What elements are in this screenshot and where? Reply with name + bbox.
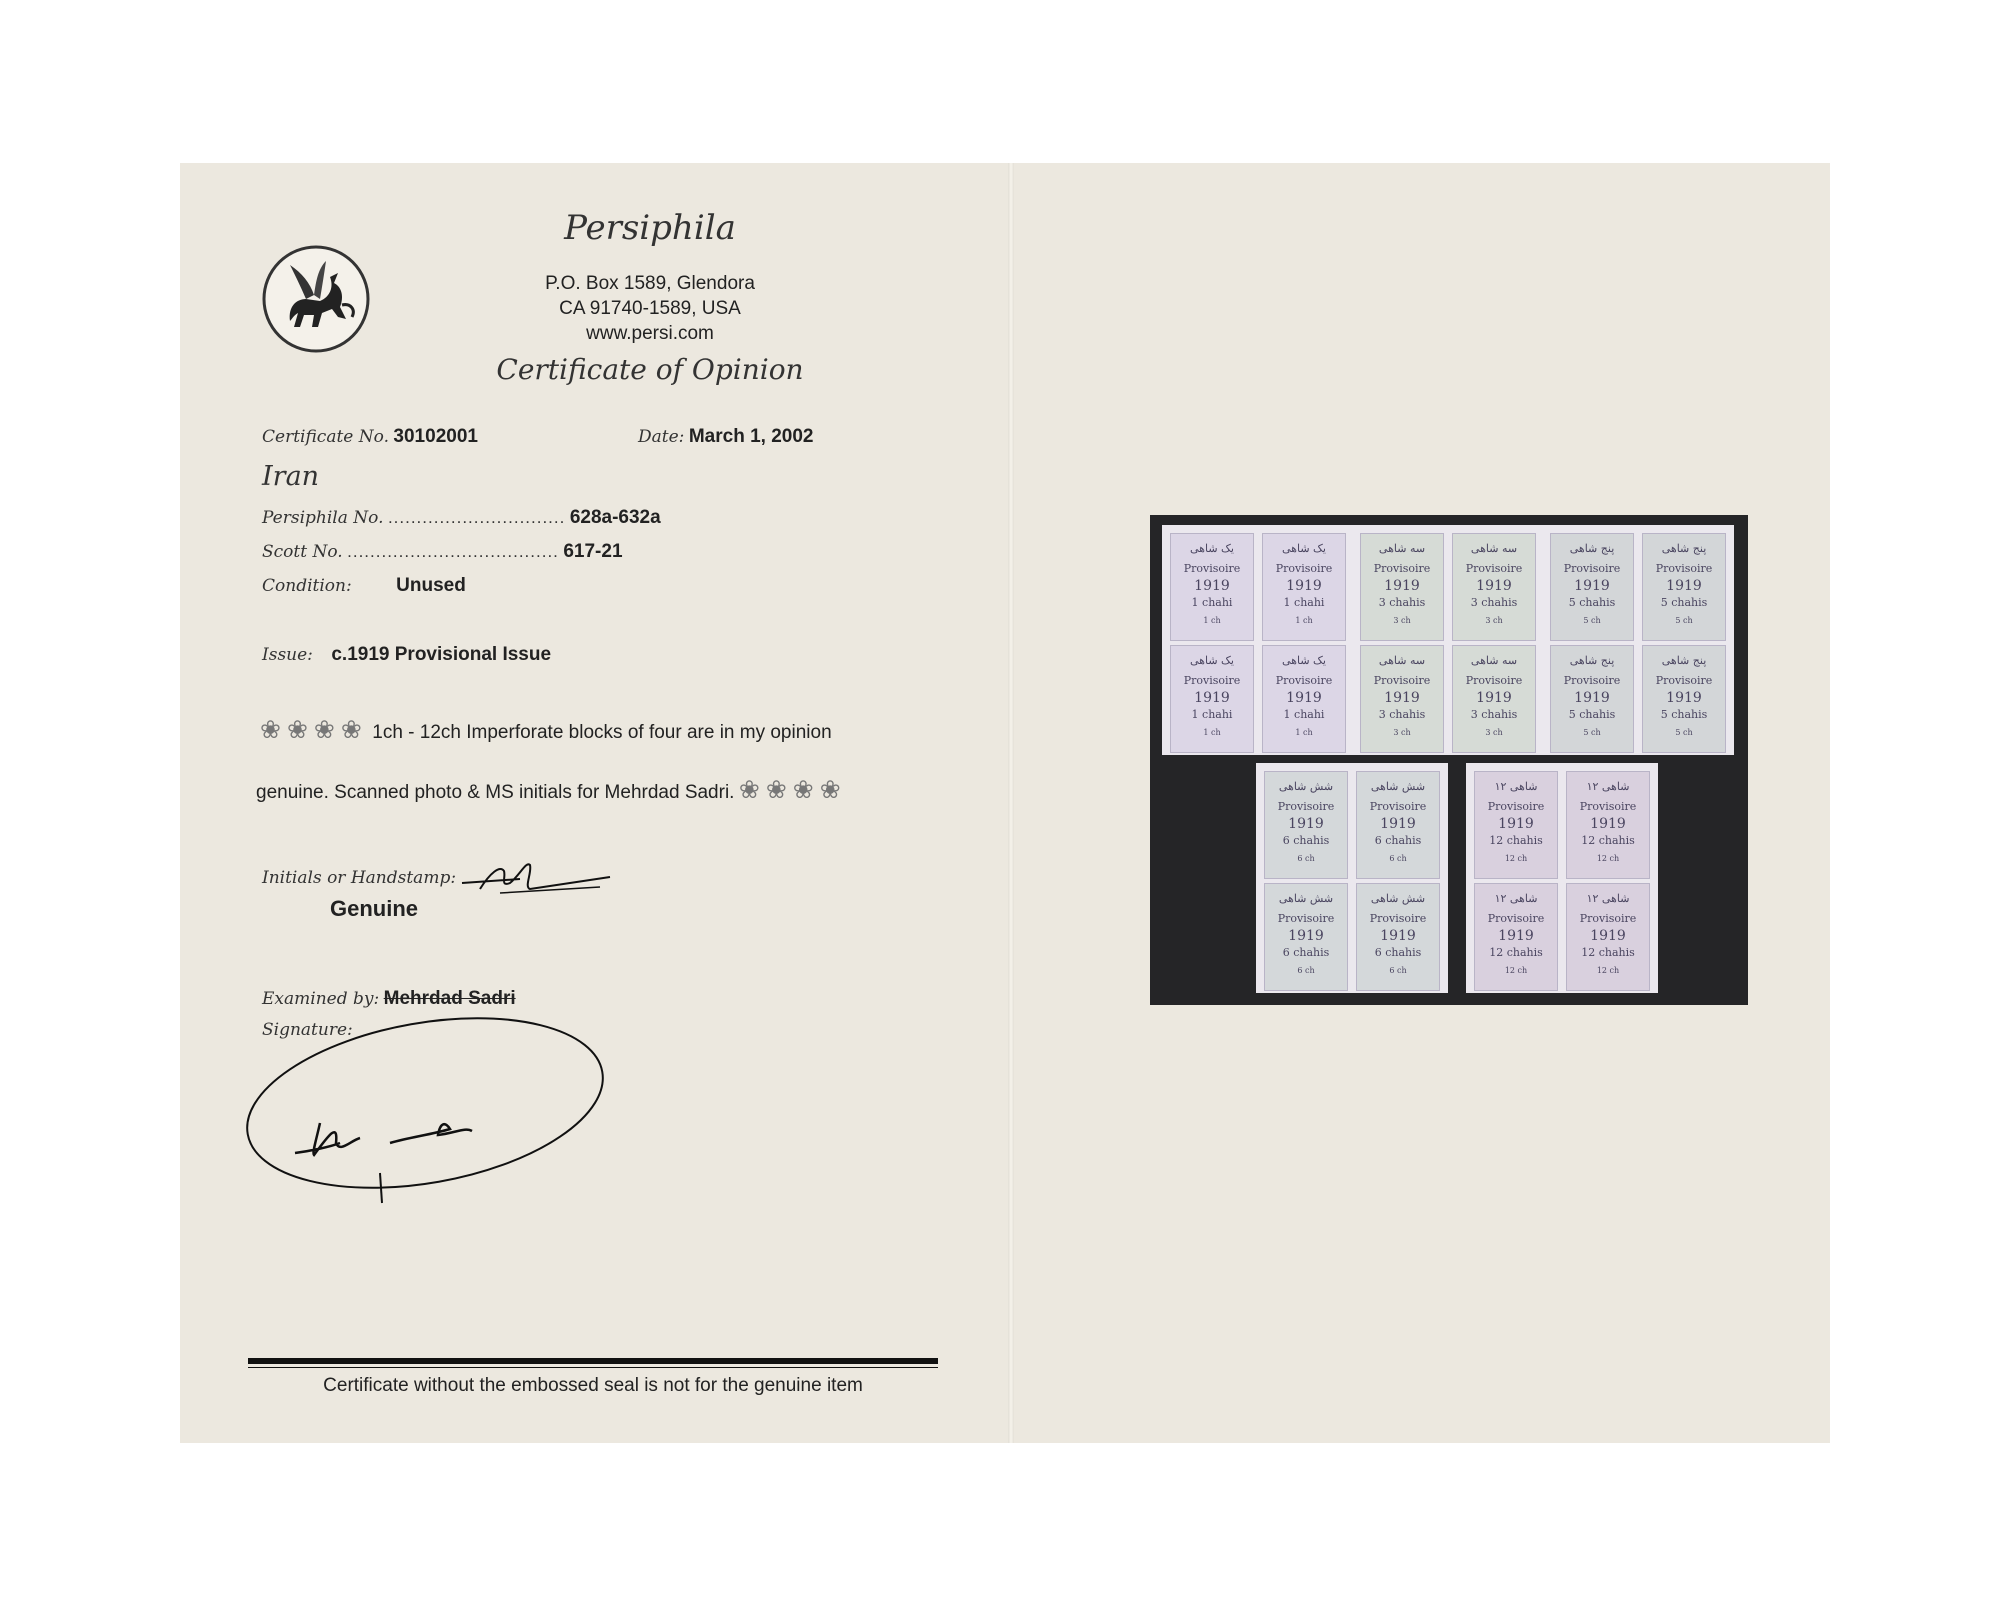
brand-name: Persiphila bbox=[564, 208, 736, 248]
stamp-value: 3 chahis bbox=[1378, 596, 1426, 609]
stamp-short-value: 3 ch bbox=[1485, 728, 1503, 737]
initials-mark bbox=[460, 853, 620, 903]
stamp-year: 1919 bbox=[1574, 690, 1610, 706]
stamp-value: 12 chahis bbox=[1489, 946, 1543, 959]
persiphila-number-row: Persiphila No. ............................... 628a-632a bbox=[262, 507, 661, 528]
stamp-arabic-value: سه شاهی bbox=[1378, 542, 1426, 555]
stamp-arabic-value: یک شاهی bbox=[1282, 654, 1326, 667]
condition-value: Unused bbox=[396, 575, 466, 596]
flower-ornament-icon: ❀❀❀❀ bbox=[738, 776, 847, 804]
flower-ornament-icon: ❀❀❀❀ bbox=[260, 716, 368, 744]
issue-value: c.1919 Provisional Issue bbox=[331, 644, 552, 665]
stamp-short-value: 5 ch bbox=[1675, 616, 1693, 625]
stamp-overprint: Provisoire bbox=[1465, 562, 1523, 575]
stamp-year: 1919 bbox=[1574, 578, 1610, 594]
stamp-overprint: Provisoire bbox=[1655, 674, 1713, 687]
scott-number-row: Scott No. ..................................... 617-21 bbox=[262, 541, 623, 562]
stamp bbox=[1566, 771, 1650, 879]
stamp bbox=[1642, 645, 1726, 753]
stamp-year: 1919 bbox=[1384, 690, 1420, 706]
stamp-value: 3 chahis bbox=[1470, 596, 1518, 609]
stamp-overprint: Provisoire bbox=[1655, 562, 1713, 575]
griffin-logo-icon bbox=[260, 243, 372, 355]
date-row bbox=[638, 426, 813, 448]
scott-no-value: 617-21 bbox=[563, 541, 623, 562]
stamp bbox=[1170, 533, 1254, 641]
stamp-year: 1919 bbox=[1498, 928, 1534, 944]
stamp-short-value: 6 ch bbox=[1297, 854, 1315, 863]
stamp-year: 1919 bbox=[1380, 816, 1416, 832]
stamp-overprint: Provisoire bbox=[1563, 674, 1621, 687]
stamp-year: 1919 bbox=[1384, 578, 1420, 594]
stamp-overprint: Provisoire bbox=[1277, 912, 1335, 925]
stamp-short-value: 5 ch bbox=[1675, 728, 1693, 737]
stamp-overprint: Provisoire bbox=[1563, 562, 1621, 575]
date-label: Date: bbox=[638, 427, 685, 447]
stamp-short-value: 3 ch bbox=[1485, 616, 1503, 625]
stamp-short-value: 12 ch bbox=[1504, 854, 1528, 863]
stamp-value: 5 chahis bbox=[1660, 596, 1708, 609]
stamp-block bbox=[1162, 525, 1354, 755]
stamp-year: 1919 bbox=[1476, 690, 1512, 706]
examiner-name: Mehrdad Sadri bbox=[383, 988, 516, 1009]
stamp bbox=[1474, 883, 1558, 991]
date-value: March 1, 2002 bbox=[688, 426, 814, 447]
stamp bbox=[1474, 771, 1558, 879]
stamp-year: 1919 bbox=[1286, 578, 1322, 594]
stamp bbox=[1356, 883, 1440, 991]
stamp-value: 5 chahis bbox=[1568, 708, 1616, 721]
persiphila-no-value: 628a-632a bbox=[569, 507, 661, 528]
opinion-line-1-row bbox=[260, 715, 832, 745]
stamp bbox=[1566, 883, 1650, 991]
stamp-arabic-value: یک شاهی bbox=[1190, 654, 1234, 667]
scott-no-label: Scott No. bbox=[262, 542, 343, 562]
stamp-arabic-value: شش شاهی bbox=[1278, 780, 1334, 793]
condition-label: Condition: bbox=[262, 576, 352, 596]
stamp-arabic-value: پنج شاهی bbox=[1569, 654, 1615, 667]
stamp-value: 1 chahi bbox=[1191, 596, 1233, 609]
certificate-left-page bbox=[180, 163, 1010, 1443]
certificate-no-value: 30102001 bbox=[393, 426, 478, 447]
stamp-value: 3 chahis bbox=[1470, 708, 1518, 721]
stamp-value: 6 chahis bbox=[1374, 946, 1422, 959]
stamp bbox=[1452, 533, 1536, 641]
stamp bbox=[1356, 771, 1440, 879]
stamp-year: 1919 bbox=[1666, 578, 1702, 594]
stamp-year: 1919 bbox=[1590, 816, 1626, 832]
stamp bbox=[1262, 533, 1346, 641]
stamp-value: 5 chahis bbox=[1660, 708, 1708, 721]
stamp-overprint: Provisoire bbox=[1183, 562, 1241, 575]
stamp-arabic-value: شش شاهی bbox=[1370, 892, 1426, 905]
stamp-short-value: 6 ch bbox=[1389, 966, 1407, 975]
stamp-arabic-value: پنج شاهی bbox=[1661, 542, 1707, 555]
stamp-short-value: 6 ch bbox=[1297, 966, 1315, 975]
stamp-overprint: Provisoire bbox=[1487, 800, 1545, 813]
stamp-year: 1919 bbox=[1666, 690, 1702, 706]
stamp-short-value: 1 ch bbox=[1295, 728, 1313, 737]
stamp-arabic-value: ۱۲ شاهی bbox=[1586, 892, 1630, 905]
stamp-short-value: 12 ch bbox=[1596, 854, 1620, 863]
stamp-overprint: Provisoire bbox=[1275, 562, 1333, 575]
stamp-overprint: Provisoire bbox=[1579, 800, 1637, 813]
stamp-short-value: 5 ch bbox=[1583, 728, 1601, 737]
persiphila-no-label: Persiphila No. bbox=[262, 508, 384, 528]
stamp-short-value: 1 ch bbox=[1203, 728, 1221, 737]
stamp-arabic-value: ۱۲ شاهی bbox=[1494, 780, 1538, 793]
stamp-year: 1919 bbox=[1498, 816, 1534, 832]
stamp bbox=[1550, 645, 1634, 753]
opinion-line-1: 1ch - 12ch Imperforate blocks of four are in my opinion bbox=[372, 722, 832, 743]
stamp-overprint: Provisoire bbox=[1373, 562, 1431, 575]
opinion-line-2-row bbox=[256, 775, 847, 805]
condition-row bbox=[262, 575, 466, 597]
stamp-value: 1 chahi bbox=[1191, 708, 1233, 721]
genuine-stamp: Genuine bbox=[330, 896, 419, 921]
stamp-year: 1919 bbox=[1476, 578, 1512, 594]
country: Iran bbox=[262, 461, 320, 492]
stamp-value: 12 chahis bbox=[1489, 834, 1543, 847]
stamp-value: 6 chahis bbox=[1282, 834, 1330, 847]
stamp-arabic-value: سه شاهی bbox=[1470, 654, 1518, 667]
stamp-value: 6 chahis bbox=[1282, 946, 1330, 959]
stamp bbox=[1360, 645, 1444, 753]
issue-label: Issue: bbox=[262, 645, 313, 665]
address-line-1: P.O. Box 1589, Glendora bbox=[545, 273, 755, 294]
stamp-year: 1919 bbox=[1194, 578, 1230, 594]
stamp-value: 12 chahis bbox=[1581, 946, 1635, 959]
stamp-year: 1919 bbox=[1288, 816, 1324, 832]
certificate-no-label: Certificate No. bbox=[262, 427, 389, 447]
stamp-arabic-value: ۱۲ شاهی bbox=[1586, 780, 1630, 793]
stamp-short-value: 1 ch bbox=[1203, 616, 1221, 625]
initials-label: Initials or Handstamp: bbox=[262, 868, 457, 888]
issue-row bbox=[262, 644, 551, 666]
stamp-overprint: Provisoire bbox=[1275, 674, 1333, 687]
signature-label: Signature: bbox=[262, 1020, 353, 1040]
stamp-overprint: Provisoire bbox=[1369, 800, 1427, 813]
stamp-value: 6 chahis bbox=[1374, 834, 1422, 847]
stamp-arabic-value: پنج شاهی bbox=[1569, 542, 1615, 555]
stamp-value: 3 chahis bbox=[1378, 708, 1426, 721]
stamp-overprint: Provisoire bbox=[1487, 912, 1545, 925]
stamp-year: 1919 bbox=[1380, 928, 1416, 944]
stamp-block bbox=[1542, 525, 1734, 755]
stamp-overprint: Provisoire bbox=[1277, 800, 1335, 813]
stamp-short-value: 3 ch bbox=[1393, 728, 1411, 737]
document-title: Certificate of Opinion bbox=[496, 353, 804, 386]
stamp-value: 1 chahi bbox=[1283, 596, 1325, 609]
stamp-year: 1919 bbox=[1194, 690, 1230, 706]
stamp-arabic-value: ۱۲ شاهی bbox=[1494, 892, 1538, 905]
stamp-year: 1919 bbox=[1590, 928, 1626, 944]
stamp-arabic-value: سه شاهی bbox=[1470, 542, 1518, 555]
stamp-value: 1 chahi bbox=[1283, 708, 1325, 721]
stamp-overprint: Provisoire bbox=[1465, 674, 1523, 687]
stamp-arabic-value: شش شاهی bbox=[1278, 892, 1334, 905]
stamp bbox=[1360, 533, 1444, 641]
stamp-overprint: Provisoire bbox=[1183, 674, 1241, 687]
examined-by-label: Examined by: bbox=[262, 989, 380, 1009]
stamp-short-value: 5 ch bbox=[1583, 616, 1601, 625]
stamp-block bbox=[1352, 525, 1544, 755]
address-line-2: CA 91740-1589, USA bbox=[559, 298, 741, 319]
stamp-block bbox=[1466, 763, 1658, 993]
opinion-line-2: genuine. Scanned photo & MS initials for Mehrdad Sadri. bbox=[256, 782, 735, 803]
stamp bbox=[1264, 771, 1348, 879]
stamp-short-value: 1 ch bbox=[1295, 616, 1313, 625]
stamp-value: 12 chahis bbox=[1581, 834, 1635, 847]
stamp bbox=[1452, 645, 1536, 753]
footer-rule bbox=[248, 1358, 938, 1364]
signature-oval bbox=[240, 1003, 610, 1213]
stamps-photo bbox=[1150, 515, 1748, 1005]
stamp-arabic-value: یک شاهی bbox=[1282, 542, 1326, 555]
stamp-year: 1919 bbox=[1286, 690, 1322, 706]
footer-notice: Certificate without the embossed seal is not for the genuine item bbox=[323, 1375, 863, 1396]
stamp-arabic-value: پنج شاهی bbox=[1661, 654, 1707, 667]
stamp bbox=[1264, 883, 1348, 991]
stamp-overprint: Provisoire bbox=[1373, 674, 1431, 687]
stamp-short-value: 12 ch bbox=[1504, 966, 1528, 975]
stamp-overprint: Provisoire bbox=[1369, 912, 1427, 925]
stamp-arabic-value: سه شاهی bbox=[1378, 654, 1426, 667]
stamp bbox=[1642, 533, 1726, 641]
stamp-short-value: 6 ch bbox=[1389, 854, 1407, 863]
website: www.persi.com bbox=[586, 323, 714, 344]
stamp-arabic-value: شش شاهی bbox=[1370, 780, 1426, 793]
stamp-overprint: Provisoire bbox=[1579, 912, 1637, 925]
stamp-arabic-value: یک شاهی bbox=[1190, 542, 1234, 555]
stamp-year: 1919 bbox=[1288, 928, 1324, 944]
stamp bbox=[1550, 533, 1634, 641]
stamp-block bbox=[1256, 763, 1448, 993]
stamp-short-value: 3 ch bbox=[1393, 616, 1411, 625]
stamp-short-value: 12 ch bbox=[1596, 966, 1620, 975]
certificate-number-row bbox=[262, 426, 478, 448]
stamp bbox=[1170, 645, 1254, 753]
stamp-value: 5 chahis bbox=[1568, 596, 1616, 609]
stamp bbox=[1262, 645, 1346, 753]
